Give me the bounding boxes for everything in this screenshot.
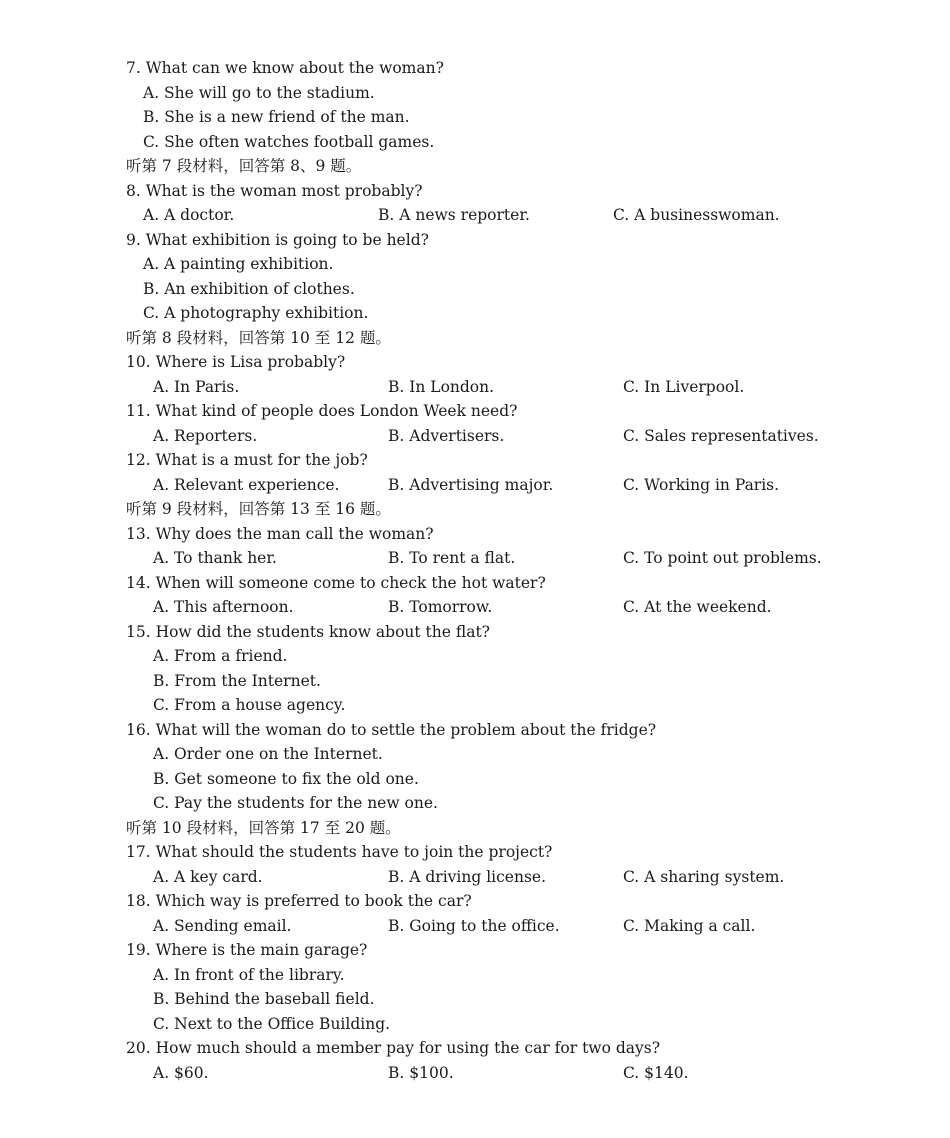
answer-option: C. Sales representatives. — [623, 426, 819, 445]
question-text: 9. What exhibition is going to be held? — [126, 230, 429, 249]
answer-option: C. Next to the Office Building. — [153, 1014, 391, 1033]
question-text: 11. What kind of people does London Week need? — [126, 402, 518, 420]
answer-option: C. To point out problems. — [623, 549, 822, 567]
question-text: 18. Which way is preferred to book the car? — [126, 892, 472, 910]
answer-option: A. This afternoon. — [153, 598, 294, 616]
question-text: 16. What will the woman do to settle the problem about the fridge? — [126, 720, 657, 739]
answer-option: A. In front of the library. — [153, 965, 345, 984]
answer-option: B. Tomorrow. — [388, 598, 493, 616]
answer-option: C. Making a call. — [623, 916, 756, 935]
answer-option: C. From a house agency. — [153, 696, 346, 714]
question-text: 14. When will someone come to check the hot water? — [126, 573, 546, 592]
answer-option: B. She is a new friend of the man. — [143, 108, 410, 126]
section-instruction: 听第 7 段材料，回答第 8、9 题。 — [126, 157, 362, 175]
question-text: 17. What should the students have to join the project? — [126, 843, 553, 861]
question-text: 8. What is the woman most probably? — [126, 181, 423, 200]
answer-option: C. A sharing system. — [623, 867, 785, 886]
answer-option: B. Advertising major. — [388, 475, 554, 494]
answer-option: A. In Paris. — [153, 377, 240, 396]
answer-option: A. Sending email. — [153, 916, 292, 935]
answer-option: C. A businesswoman. — [613, 206, 780, 224]
answer-option: B. An exhibition of clothes. — [143, 279, 355, 298]
question-text: 20. How much should a member pay for using the car for two days? — [126, 1039, 661, 1057]
question-text: 10. Where is Lisa probably? — [126, 353, 346, 371]
question-text: 13. Why does the man call the woman? — [126, 524, 434, 543]
section-instruction: 听第 10 段材料，回答第 17 至 20 题。 — [126, 818, 401, 837]
answer-option: B. Advertisers. — [388, 426, 505, 445]
answer-option: C. A photography exhibition. — [143, 304, 369, 322]
answer-option: A. To thank her. — [153, 549, 277, 567]
answer-option: B. Get someone to fix the old one. — [153, 769, 419, 788]
answer-option: A. Relevant experience. — [153, 475, 340, 494]
answer-option: B. A driving license. — [388, 867, 547, 886]
answer-option: A. Reporters. — [153, 426, 258, 445]
answer-option: C. Working in Paris. — [623, 475, 780, 494]
question-text: 7. What can we know about the woman? — [126, 59, 444, 77]
answer-option: A. Order one on the Internet. — [153, 745, 383, 763]
answer-option: B. To rent a flat. — [388, 549, 516, 567]
question-text: 19. Where is the main garage? — [126, 941, 368, 959]
answer-option: A. A key card. — [153, 867, 263, 886]
answer-option: C. Pay the students for the new one. — [153, 794, 438, 812]
question-text: 12. What is a must for the job? — [126, 451, 368, 469]
section-instruction: 听第 8 段材料，回答第 10 至 12 题。 — [126, 328, 391, 347]
answer-option: C. At the weekend. — [623, 598, 772, 616]
answer-option: B. In London. — [388, 377, 495, 396]
section-instruction: 听第 9 段材料，回答第 13 至 16 题。 — [126, 500, 391, 518]
answer-option: B. Behind the baseball field. — [153, 990, 375, 1008]
answer-option: A. $60. — [153, 1063, 209, 1082]
answer-option: C. $140. — [623, 1063, 689, 1082]
answer-option: B. $100. — [388, 1063, 454, 1082]
question-text: 15. How did the students know about the flat? — [126, 622, 490, 641]
answer-option: B. Going to the office. — [388, 916, 560, 935]
answer-option: A. She will go to the stadium. — [143, 83, 375, 102]
answer-option: B. From the Internet. — [153, 671, 321, 690]
answer-option: A. A doctor. — [143, 206, 235, 224]
answer-option: C. In Liverpool. — [623, 377, 745, 396]
answer-option: A. A painting exhibition. — [143, 255, 334, 273]
answer-option: B. A news reporter. — [378, 206, 530, 224]
answer-option: A. From a friend. — [153, 647, 288, 665]
answer-option: C. She often watches football games. — [143, 132, 435, 151]
